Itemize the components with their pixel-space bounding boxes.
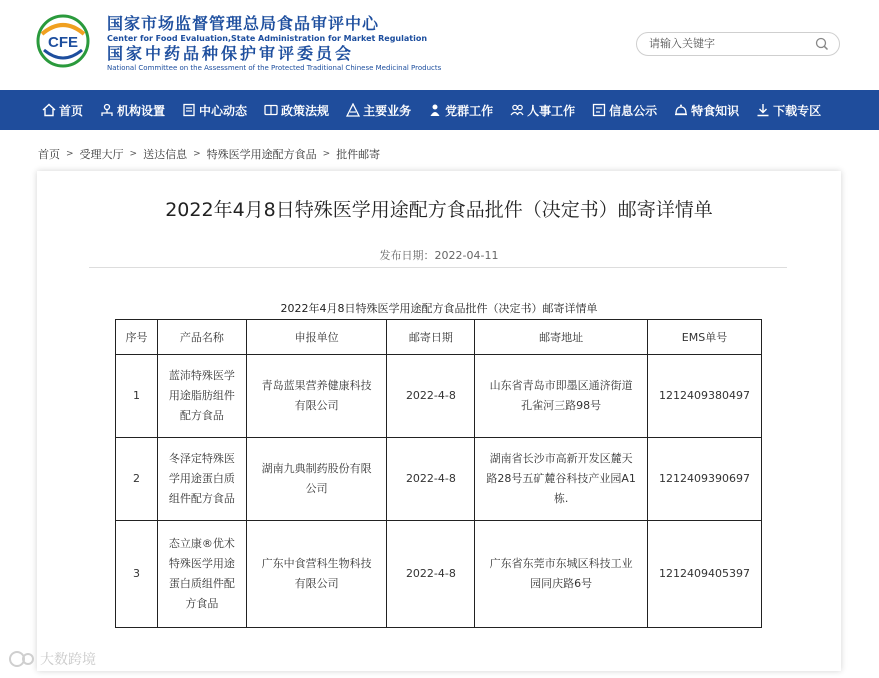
breadcrumb-hall[interactable]: 受理大厅: [79, 148, 124, 161]
nav-label: 中心动态: [199, 103, 248, 118]
business-icon: [346, 103, 360, 117]
cell-line: 孔雀河三路98号: [521, 399, 602, 412]
cell-line: 有限公司: [294, 577, 339, 590]
people-icon: [510, 103, 524, 117]
cell-line: 公司: [305, 482, 328, 495]
search-box: [636, 32, 840, 56]
cell-ems: 1212409405397: [647, 521, 761, 628]
cell-line: 用途脂肪组件: [168, 389, 235, 402]
nav-label: 政策法规: [281, 103, 330, 118]
nav-label: 党群工作: [445, 103, 494, 118]
nav-label: 信息公示: [609, 103, 658, 118]
cell-date: 2022-4-8: [387, 355, 475, 438]
cell-line: 特殊医学用途: [168, 557, 235, 570]
cell-address: [475, 355, 648, 438]
cell-date: 2022-4-8: [387, 438, 475, 521]
cell-line: 蛋白质组件配: [168, 577, 235, 590]
nav-item-home[interactable]: [42, 90, 83, 130]
nav-item-info[interactable]: [592, 90, 657, 130]
nav-item-knowledge[interactable]: [674, 90, 739, 130]
nav-item-business[interactable]: [346, 90, 411, 130]
breadcrumb-home[interactable]: 首页: [38, 148, 60, 161]
nav-item-news[interactable]: [182, 90, 247, 130]
nav-item-policy[interactable]: [264, 90, 329, 130]
col-header-company: 申报单位: [246, 320, 387, 355]
publish-date: 发布日期：2022-04-11: [379, 249, 499, 262]
org-name-en-secondary: National Committee on the Assessment of the Protected Traditional Chinese Medicinal Products: [107, 64, 442, 72]
logo-text: CFE: [48, 34, 78, 51]
cell-line: 园同庆路6号: [530, 577, 593, 590]
org-name-en-primary-a: Center for Food Evaluation,State Administration for Market Regulation: [107, 34, 428, 43]
table-caption: 2022年4月8日特殊医学用途配方食品批件（决定书）邮寄详情单: [280, 302, 598, 315]
cell-line: 栋.: [553, 492, 569, 505]
nav-label: 特食知识: [691, 103, 740, 118]
org-name-cn-primary: 国家市场监督管理总局食品审评中心: [107, 14, 380, 33]
nav-item-party[interactable]: [428, 90, 493, 130]
col-header-no: 序号: [116, 320, 158, 355]
cell-line: 有限公司: [294, 399, 339, 412]
table-row: [116, 438, 762, 521]
nav-label: 首页: [59, 103, 84, 118]
cell-line: 山东省青岛市即墨区通济街道: [489, 379, 633, 392]
table-row: [116, 355, 762, 438]
cell-line: 方食品: [185, 597, 219, 610]
watermark-text: 大数跨境: [40, 652, 96, 668]
col-header-ems: EMS单号: [647, 320, 761, 355]
cell-line: 广东省东莞市东城区科技工业: [489, 557, 633, 570]
search-input[interactable]: [649, 37, 809, 50]
cell-company: [246, 355, 387, 438]
search-icon[interactable]: [815, 37, 829, 51]
site-header: [0, 0, 879, 90]
cell-line: 学用途蛋白质: [168, 472, 235, 485]
cell-company: [246, 438, 387, 521]
cell-line: 态立康®优术: [168, 537, 235, 550]
news-icon: [182, 103, 196, 117]
cell-date: 2022-4-8: [387, 521, 475, 628]
main-nav: [0, 90, 879, 130]
chevron-right-icon: >: [129, 149, 138, 159]
cell-no: 1: [116, 355, 158, 438]
cell-line: 湖南省长沙市高新开发区麓天: [489, 452, 633, 465]
mailing-table: [115, 319, 762, 628]
policy-icon: [264, 103, 278, 117]
cell-address: [475, 438, 648, 521]
nav-item-org[interactable]: [100, 90, 165, 130]
cell-line: 路28号五矿麓谷科技产业园A1: [486, 472, 636, 485]
cell-product: [157, 355, 246, 438]
cell-no: 3: [116, 521, 158, 628]
org-name-cn-secondary: 国家中药品种保护审评委员会: [107, 44, 355, 63]
breadcrumb: [38, 146, 380, 162]
watermark-logo-icon: [8, 648, 38, 670]
table-row: [116, 521, 762, 628]
nav-label: 主要业务: [363, 103, 412, 118]
download-icon: [756, 103, 770, 117]
cell-no: 2: [116, 438, 158, 521]
cell-address: [475, 521, 648, 628]
cell-line: 蓝沛特殊医学: [168, 369, 235, 382]
cell-product: [157, 438, 246, 521]
cell-line: 湖南九典制药股份有限: [261, 462, 372, 475]
party-icon: [428, 103, 442, 117]
cell-ems: 1212409390697: [647, 438, 761, 521]
nav-label: 下载专区: [773, 103, 822, 118]
col-header-date: 邮寄日期: [387, 320, 475, 355]
home-icon: [42, 103, 56, 117]
cell-line: 配方食品: [179, 409, 224, 422]
col-header-address: 邮寄地址: [475, 320, 648, 355]
chevron-right-icon: >: [322, 149, 331, 159]
cell-company: [246, 521, 387, 628]
cell-line: 青岛蓝果营养健康科技: [261, 379, 372, 392]
chevron-right-icon: >: [193, 149, 201, 159]
cell-product: [157, 521, 246, 628]
knowledge-icon: [674, 103, 688, 117]
org-titles: [107, 14, 441, 72]
nav-label: 机构设置: [117, 103, 166, 118]
col-header-product: 产品名称: [157, 320, 246, 355]
nav-label: 人事工作: [527, 103, 576, 118]
org-icon: [100, 103, 114, 117]
cell-ems: 1212409380497: [647, 355, 761, 438]
divider: [89, 267, 787, 268]
cell-line: 组件配方食品: [168, 492, 235, 505]
nav-item-people[interactable]: [510, 90, 575, 130]
table-header-row: [116, 320, 762, 355]
article-card: [37, 171, 841, 671]
cell-line: 冬泽定特殊医: [168, 452, 235, 465]
cell-line: 广东中食营科生物科技: [261, 557, 372, 570]
cfe-logo[interactable]: [36, 14, 90, 68]
breadcrumb-delivery[interactable]: 送达信息: [143, 148, 188, 161]
nav-item-download[interactable]: [756, 90, 821, 130]
breadcrumb-current[interactable]: 批件邮寄: [336, 148, 381, 161]
page-title: 2022年4月8日特殊医学用途配方食品批件（决定书）邮寄详情单: [165, 199, 713, 221]
watermark: [8, 648, 96, 670]
info-icon: [592, 103, 606, 117]
chevron-right-icon: >: [66, 149, 74, 159]
breadcrumb-fsmp[interactable]: 特殊医学用途配方食品: [206, 148, 317, 161]
